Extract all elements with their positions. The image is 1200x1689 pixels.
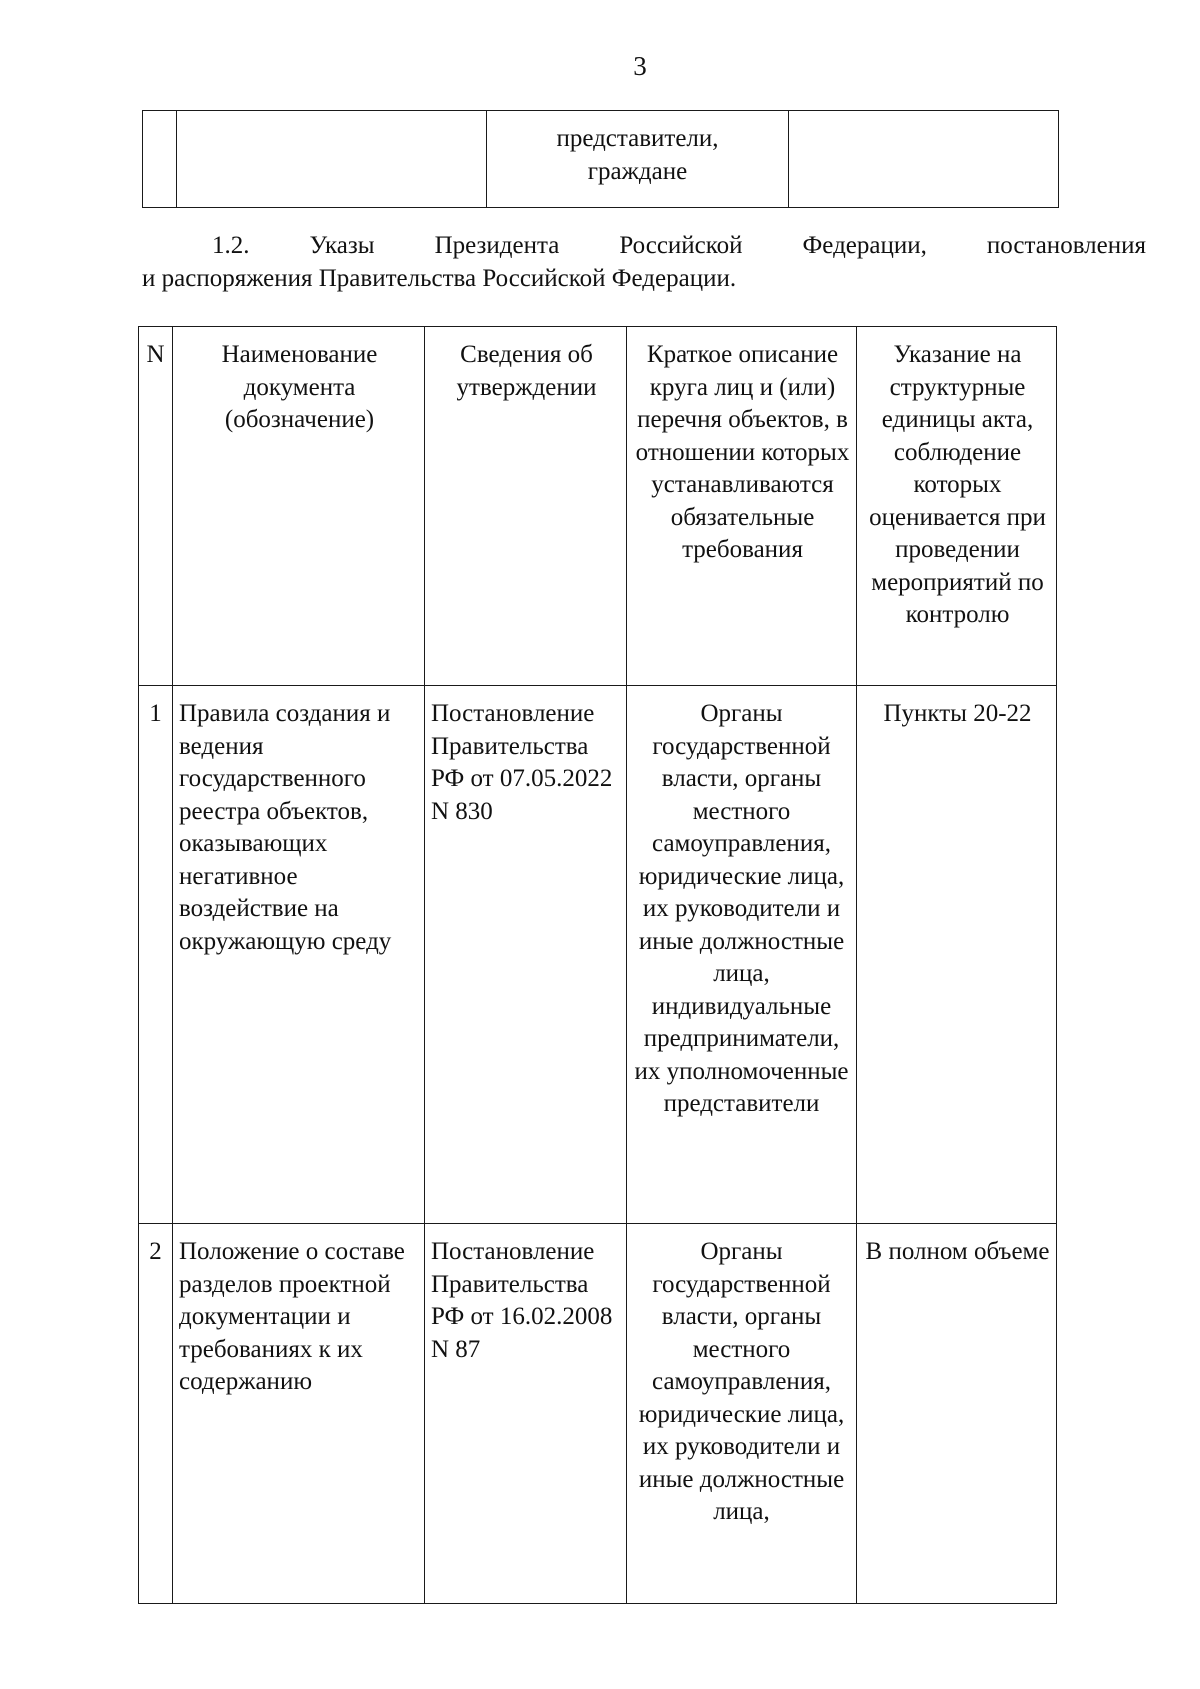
section-heading-line1: 1.2. Указы Президента Российской Федерации, постановления: [212, 232, 1146, 259]
subjects-description: Органы государственной власти, органы местного самоуправления, юридические лица, их руководители и иные должностные лица,: [627, 1224, 857, 1604]
table-row: [143, 111, 1059, 208]
cell-text: представители, граждане: [556, 125, 719, 185]
structural-units: Пункты 20-22: [857, 686, 1057, 1224]
table-header-row: [139, 327, 1057, 686]
regulations-table: [138, 326, 1057, 1604]
row-number: 2: [139, 1224, 173, 1604]
document-name: Положение о составе разделов проектной документации и требованиях к их содержанию: [173, 1224, 425, 1604]
cell-units: [789, 111, 1059, 208]
cell-name: [177, 111, 487, 208]
structural-units: В полном объеме: [857, 1224, 1057, 1604]
document-name: Правила создания и ведения государственного реестра объектов, оказывающих негативное воздействие на окружающую среду: [173, 686, 425, 1224]
cell-n: [143, 111, 177, 208]
table-row: [139, 686, 1057, 1224]
header-approval: Сведения об утверждении: [425, 327, 627, 686]
subjects-description: Органы государственной власти, органы местного самоуправления, юридические лица, их руководители и иные должностные лица, индивидуальные предприниматели, их уполномоченные представители: [627, 686, 857, 1224]
header-n: N: [139, 327, 173, 686]
header-name: Наименование документа (обозначение): [173, 327, 425, 686]
section-heading: [142, 230, 1146, 295]
section-heading-line2: и распоряжения Правительства Российской Федерации.: [142, 264, 737, 292]
cell-description: [487, 111, 789, 208]
header-units: Указание на структурные единицы акта, соблюдение которых оценивается при проведении мероприятий по контролю: [857, 327, 1057, 686]
approval-info: Постановление Правительства РФ от 16.02.2008 N 87: [425, 1224, 627, 1604]
row-number: 1: [139, 686, 173, 1224]
page-number: 3: [633, 51, 647, 81]
continuation-table: [142, 110, 1059, 208]
table-row: [139, 1224, 1057, 1604]
header-description: Краткое описание круга лиц и (или) перечня объектов, в отношении которых устанавливаются обязательные требования: [627, 327, 857, 686]
approval-info: Постановление Правительства РФ от 07.05.2022 N 830: [425, 686, 627, 1224]
